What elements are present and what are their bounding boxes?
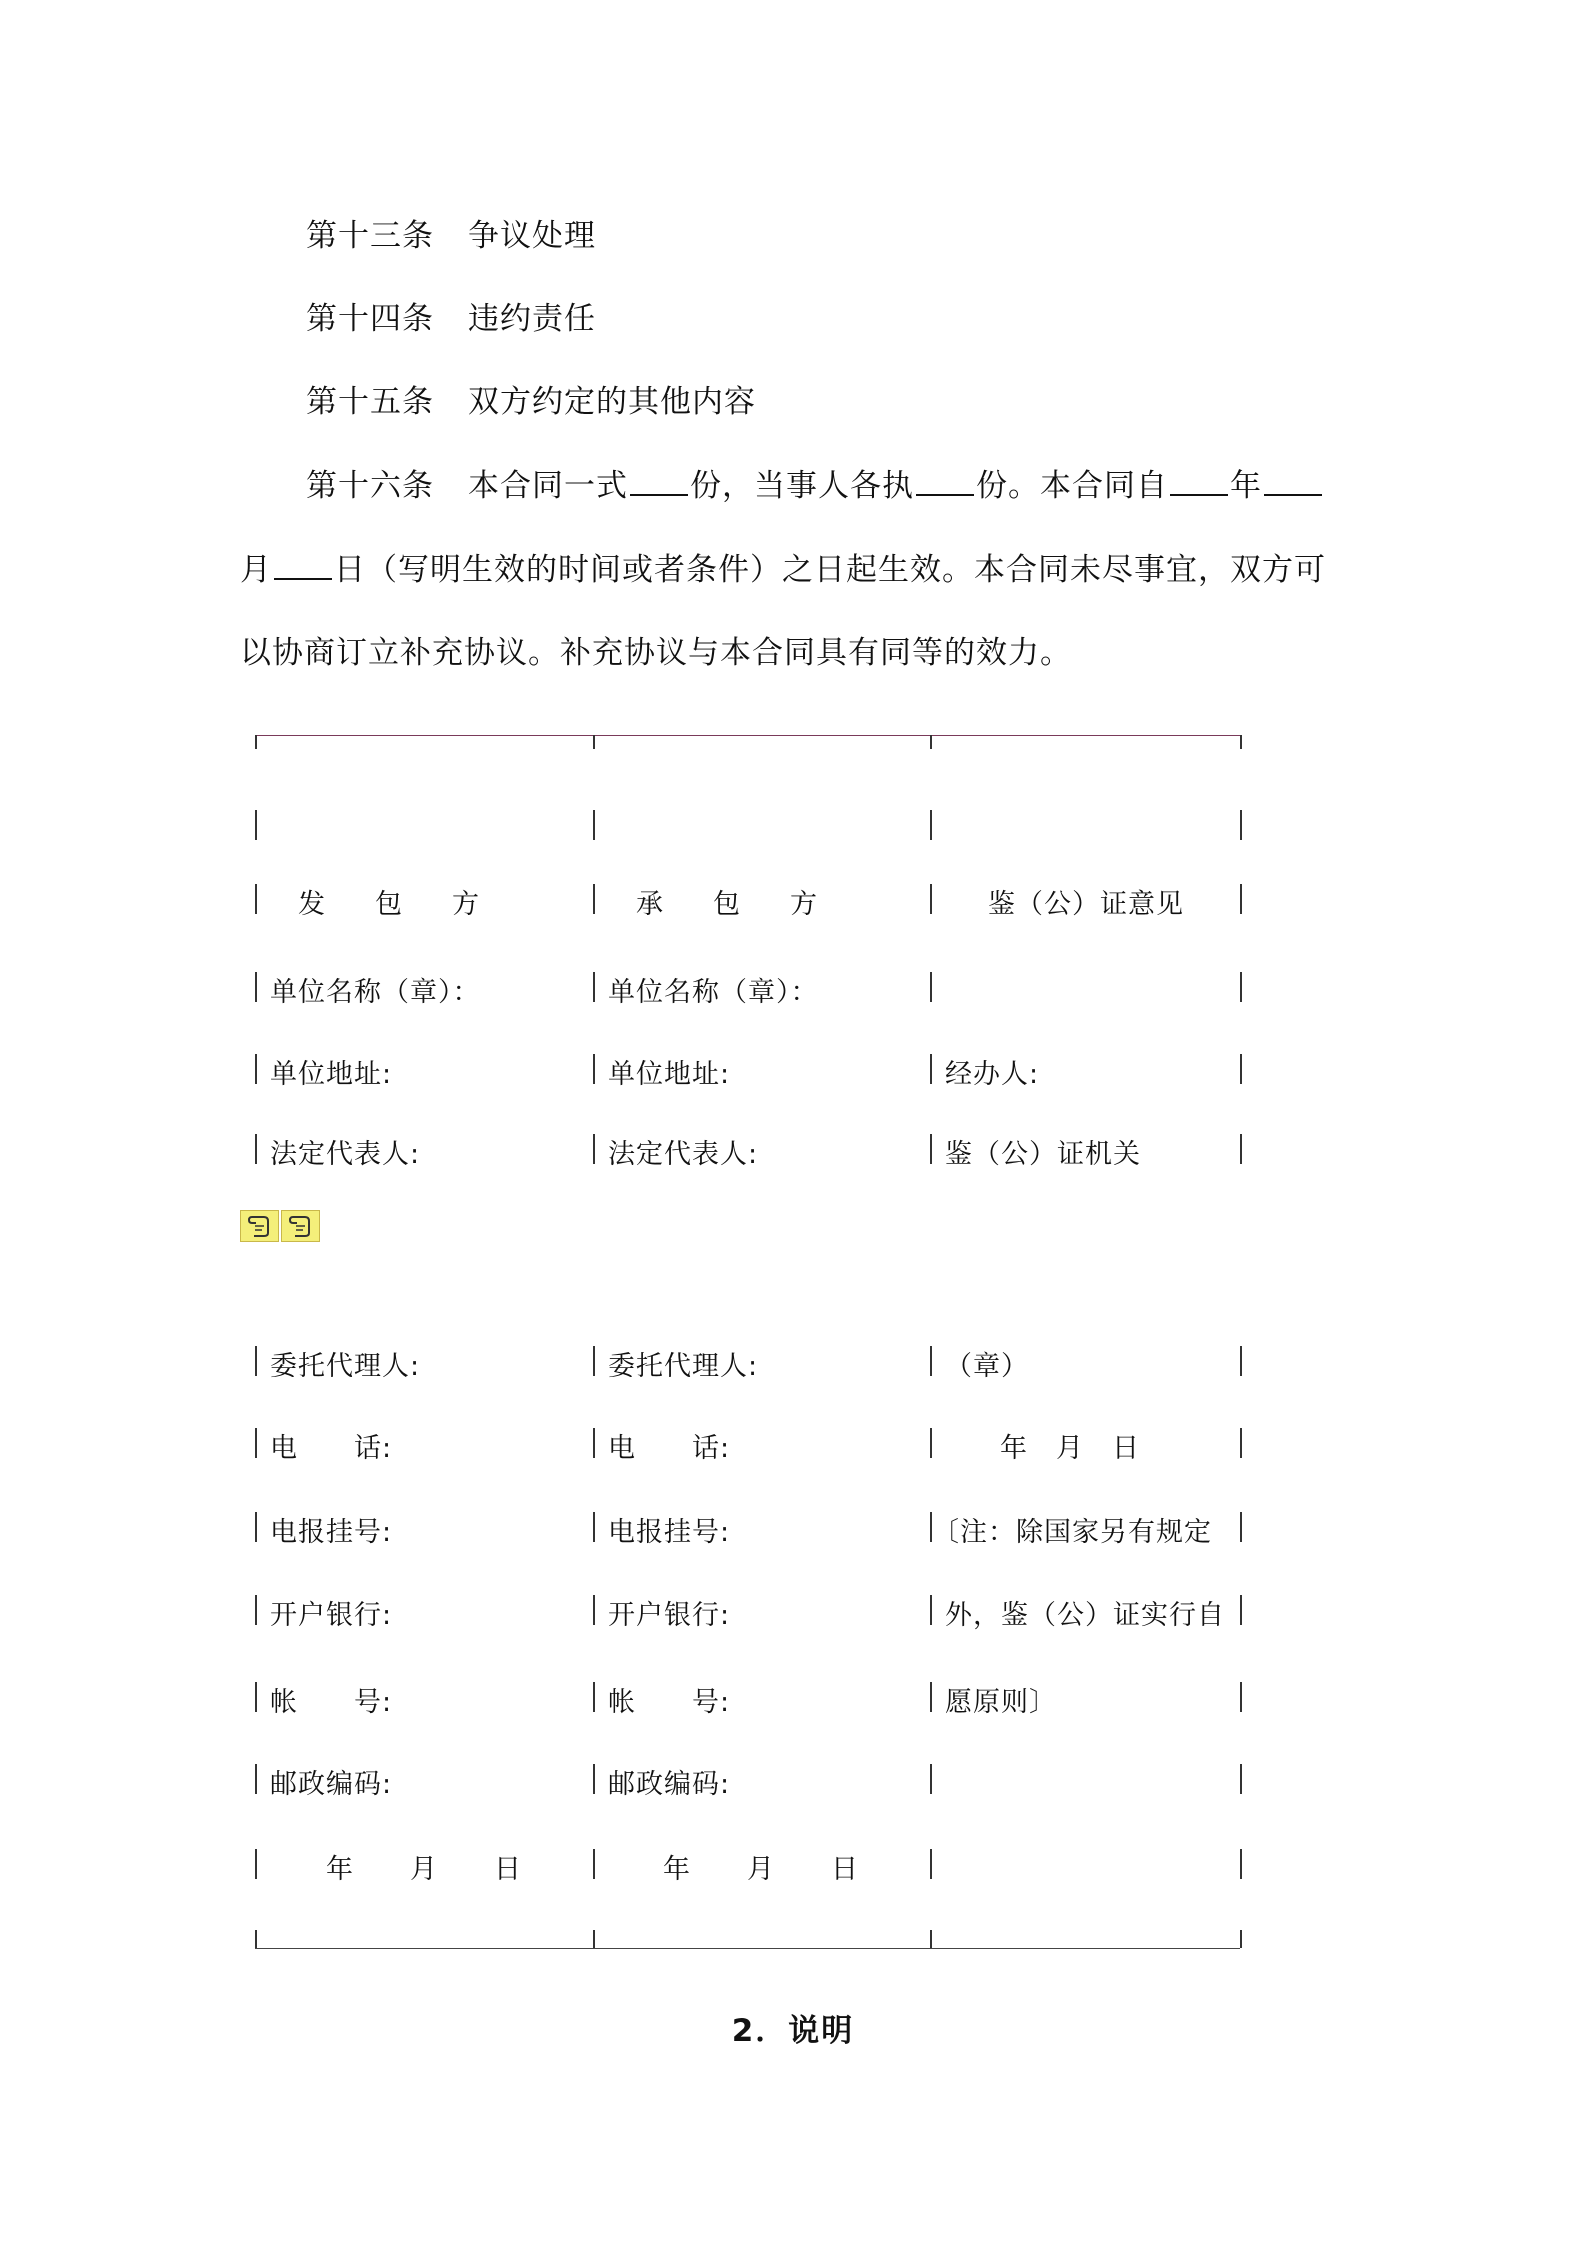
table-column-divider [593, 972, 595, 1002]
table-column-divider [255, 1512, 257, 1542]
cell-r4-c2: 年 月 日 [1000, 1433, 1140, 1464]
table-column-divider [593, 1682, 595, 1712]
cell-r5-c1: 电报挂号: [608, 1517, 731, 1548]
article-16-line-3 [240, 627, 1072, 672]
cell-r8-c1: 邮政编码: [608, 1769, 731, 1800]
table-column-divider [930, 1682, 932, 1712]
cell-r1-c1: 单位地址: [608, 1059, 731, 1090]
article-text: 本合同一式 [468, 468, 628, 504]
table-column-divider [1240, 1930, 1242, 1948]
blank-line [916, 488, 974, 496]
cell-r0-c0: 单位名称（章）： [270, 977, 481, 1008]
article-text: 双方约定的其他内容 [468, 384, 756, 420]
table-column-divider [1240, 735, 1242, 749]
table-column-divider [255, 1682, 257, 1712]
article-16-line-2 [240, 544, 1326, 589]
cell-r4-c1: 电 话: [608, 1433, 731, 1464]
article-13 [306, 210, 596, 255]
table-column-divider [930, 1764, 932, 1794]
article-text: 争议处理 [468, 218, 596, 254]
cell-r9-c0: 年 月 日 [326, 1854, 522, 1885]
table-column-divider [1240, 1054, 1242, 1084]
table-column-divider [1240, 1428, 1242, 1458]
table-column-divider [593, 1428, 595, 1458]
header-contractor: 承包方 [636, 889, 867, 920]
blank-line [274, 572, 332, 580]
table-column-divider [255, 810, 257, 840]
table-column-divider [255, 1346, 257, 1376]
blank-line [630, 488, 688, 496]
cell-r0-c1: 单位名称（章）： [608, 977, 819, 1008]
cell-r8-c0: 邮政编码: [270, 1769, 393, 1800]
header-issuer: 发包方 [298, 889, 529, 920]
article-text: 月 [240, 552, 272, 588]
table-column-divider [593, 810, 595, 840]
table-column-divider [930, 1346, 932, 1376]
blank-line [1170, 488, 1228, 496]
cell-r7-c0: 帐 号: [270, 1687, 393, 1718]
table-column-divider [1240, 1346, 1242, 1376]
cell-r3-c1: 委托代理人: [608, 1351, 759, 1382]
table-column-divider [1240, 1595, 1242, 1625]
table-column-divider [1240, 810, 1242, 840]
table-bottom-border [255, 1948, 1240, 1949]
table-column-divider [593, 1512, 595, 1542]
cell-r1-c0: 单位地址: [270, 1059, 393, 1090]
section-title: 2．说明 [731, 2013, 855, 2049]
cell-r6-c2: 外，鉴（公）证实行自 [945, 1600, 1225, 1631]
cell-r7-c1: 帐 号: [608, 1687, 731, 1718]
table-column-divider [930, 1428, 932, 1458]
table-column-divider [1240, 1682, 1242, 1712]
article-16-line-1 [306, 460, 1324, 505]
table-column-divider [1240, 1764, 1242, 1794]
table-column-divider [930, 810, 932, 840]
table-column-divider [593, 1346, 595, 1376]
cell-r2-c2: 鉴（公）证机关 [945, 1139, 1141, 1170]
table-column-divider [255, 1930, 257, 1948]
table-column-divider [593, 1054, 595, 1084]
table-column-divider [255, 1595, 257, 1625]
table-column-divider [930, 1930, 932, 1948]
cell-r9-c1: 年 月 日 [663, 1854, 859, 1885]
table-column-divider [1240, 1512, 1242, 1542]
cell-r6-c0: 开户银行: [270, 1600, 393, 1631]
article-text: 日（写明生效的时间或者条件）之日起生效。本合同未尽事宜，双方可 [334, 552, 1326, 588]
table-column-divider [255, 1764, 257, 1794]
table-column-divider [255, 1428, 257, 1458]
article-text: 年 [1230, 468, 1262, 504]
table-column-divider [255, 972, 257, 1002]
header-notary-opinion: 鉴（公）证意见 [988, 889, 1184, 920]
embedded-object-strip [240, 1210, 320, 1242]
cell-r2-c0: 法定代表人: [270, 1139, 421, 1170]
table-column-divider [593, 735, 595, 749]
table-column-divider [930, 735, 932, 749]
table-column-divider [255, 884, 257, 914]
table-column-divider [930, 1134, 932, 1164]
article-15 [306, 376, 756, 421]
cell-r3-c0: 委托代理人: [270, 1351, 421, 1382]
table-column-divider [1240, 972, 1242, 1002]
table-column-divider [593, 1134, 595, 1164]
table-column-divider [593, 1595, 595, 1625]
table-column-divider [930, 884, 932, 914]
blank-line [1264, 488, 1322, 496]
table-column-divider [930, 1054, 932, 1084]
scroll-icon [240, 1210, 279, 1242]
table-column-divider [1240, 884, 1242, 914]
table-column-divider [930, 1849, 932, 1879]
cell-r4-c0: 电 话: [270, 1433, 393, 1464]
article-number: 第十五条 [306, 384, 434, 420]
table-column-divider [255, 1849, 257, 1879]
table-column-divider [593, 884, 595, 914]
article-text: 份，当事人各执 [690, 468, 914, 504]
table-column-divider [593, 1849, 595, 1879]
cell-r5-c2: 〔注：除国家另有规定 [932, 1517, 1212, 1548]
table-column-divider [255, 1054, 257, 1084]
article-text: 以协商订立补充协议。补充协议与本合同具有同等的效力。 [240, 635, 1072, 671]
cell-r6-c1: 开户银行: [608, 1600, 731, 1631]
article-number: 第十三条 [306, 218, 434, 254]
cell-r1-c2: 经办人: [945, 1059, 1040, 1090]
article-text: 份。本合同自 [976, 468, 1168, 504]
table-column-divider [930, 972, 932, 1002]
article-text: 违约责任 [468, 301, 596, 337]
table-column-divider [1240, 1849, 1242, 1879]
table-column-divider [1240, 1134, 1242, 1164]
table-top-border [255, 735, 1240, 736]
table-column-divider [593, 1764, 595, 1794]
scroll-icon [281, 1210, 320, 1242]
cell-r2-c1: 法定代表人: [608, 1139, 759, 1170]
table-column-divider [255, 735, 257, 749]
table-column-divider [930, 1595, 932, 1625]
cell-r5-c0: 电报挂号: [270, 1517, 393, 1548]
cell-r7-c2: 愿原则〕 [945, 1687, 1057, 1718]
table-column-divider [255, 1134, 257, 1164]
article-number: 第十六条 [306, 468, 434, 504]
table-column-divider [593, 1930, 595, 1948]
cell-r3-c2: （章） [945, 1351, 1029, 1382]
article-number: 第十四条 [306, 301, 434, 337]
article-14 [306, 293, 596, 338]
